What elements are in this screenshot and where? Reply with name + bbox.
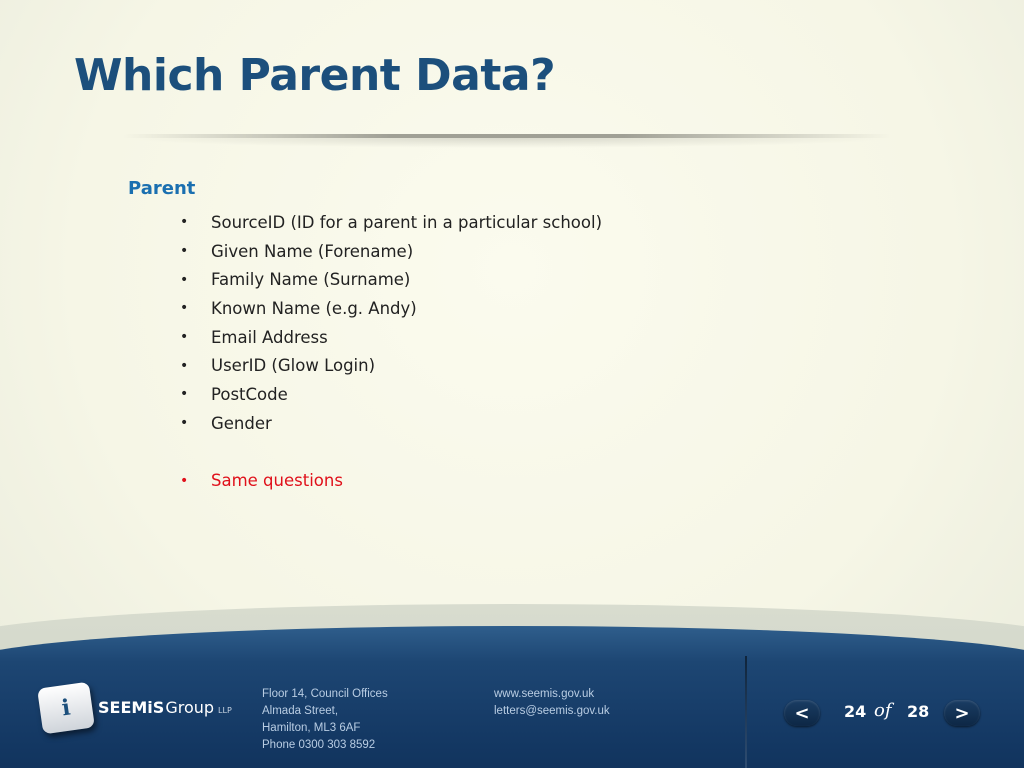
- address-line: Almada Street,: [262, 705, 339, 717]
- phone-line: Phone 0300 303 8592: [262, 739, 376, 751]
- bullet-icon: •: [180, 271, 189, 288]
- list-item-text: Given Name (Forename): [211, 241, 414, 261]
- title-divider-shadow: [122, 138, 892, 148]
- pager-of-label: of: [874, 700, 892, 721]
- highlight-list-item: [178, 466, 602, 495]
- list-item: [178, 208, 602, 237]
- bullet-icon: •: [180, 472, 189, 489]
- bullet-list: [178, 208, 602, 495]
- list-item-text: SourceID (ID for a parent in a particular school): [211, 212, 603, 232]
- list-item: [178, 409, 602, 438]
- list-item-text: Email Address: [211, 327, 328, 347]
- info-icon: i: [37, 682, 95, 735]
- footer-contact: [494, 686, 610, 720]
- list-spacer: [178, 438, 602, 467]
- bullet-icon: •: [180, 329, 189, 346]
- bullet-icon: •: [180, 357, 189, 374]
- section-heading: Parent: [128, 178, 196, 199]
- list-item: [178, 351, 602, 380]
- logo-brand-light: Group: [165, 698, 215, 717]
- current-slide-number: 24: [844, 702, 867, 721]
- next-slide-button[interactable]: >: [944, 700, 980, 726]
- bullet-icon: •: [180, 214, 189, 231]
- bullet-icon: •: [180, 300, 189, 317]
- bullet-icon: •: [180, 386, 189, 403]
- email-link[interactable]: letters@seemis.gov.uk: [494, 705, 610, 717]
- previous-slide-button[interactable]: <: [784, 700, 820, 726]
- total-slides-number: 28: [907, 702, 930, 721]
- list-item-text: PostCode: [211, 384, 288, 404]
- bullet-icon: •: [180, 243, 189, 260]
- bullet-icon: •: [180, 415, 189, 432]
- list-item-text: Family Name (Surname): [211, 270, 411, 290]
- company-logo: [98, 698, 232, 717]
- list-item-text: Known Name (e.g. Andy): [211, 298, 417, 318]
- logo-brand-bold: SEEMiS: [98, 698, 165, 717]
- footer-divider: [745, 656, 747, 768]
- list-item: [178, 323, 602, 352]
- website-link[interactable]: www.seemis.gov.uk: [494, 688, 595, 700]
- highlight-item-text: Same questions: [211, 471, 343, 491]
- list-item: [178, 237, 602, 266]
- address-line: Hamilton, ML3 6AF: [262, 722, 361, 734]
- list-item: [178, 265, 602, 294]
- logo-suffix: LLP: [218, 706, 232, 715]
- list-item: [178, 294, 602, 323]
- footer-address: [262, 686, 388, 754]
- address-line: Floor 14, Council Offices: [262, 688, 388, 700]
- slide-title: Which Parent Data?: [74, 50, 556, 101]
- list-item-text: Gender: [211, 413, 272, 433]
- list-item-text: UserID (Glow Login): [211, 356, 376, 376]
- list-item: [178, 380, 602, 409]
